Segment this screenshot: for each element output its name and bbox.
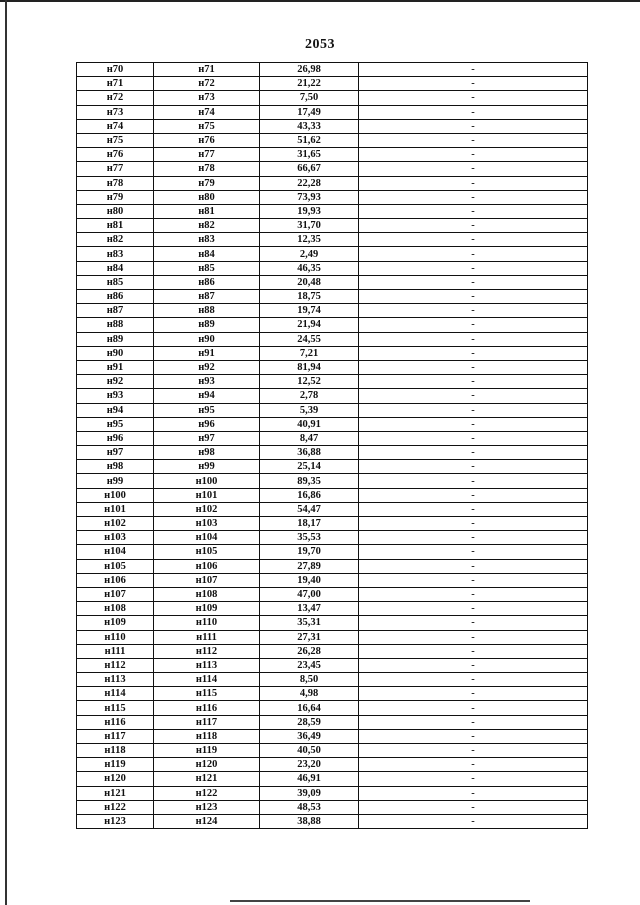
distance-cell: 8,50	[260, 673, 359, 687]
table-row	[77, 531, 588, 545]
distance-cell: 5,39	[260, 403, 359, 417]
to-point-cell: н101	[154, 488, 260, 502]
distance-cell: 4,98	[260, 687, 359, 701]
to-point-cell: н121	[154, 772, 260, 786]
to-point-cell: н94	[154, 389, 260, 403]
to-point-cell: н107	[154, 573, 260, 587]
distance-cell: 39,09	[260, 786, 359, 800]
from-point-cell: н71	[77, 77, 154, 91]
note-cell: -	[359, 431, 588, 445]
from-point-cell: н107	[77, 587, 154, 601]
distance-cell: 36,88	[260, 446, 359, 460]
to-point-cell: н112	[154, 644, 260, 658]
table-row	[77, 375, 588, 389]
note-cell: -	[359, 190, 588, 204]
note-cell: -	[359, 290, 588, 304]
to-point-cell: н81	[154, 204, 260, 218]
from-point-cell: н111	[77, 644, 154, 658]
from-point-cell: н103	[77, 531, 154, 545]
table-row	[77, 304, 588, 318]
from-point-cell: н92	[77, 375, 154, 389]
table-row	[77, 261, 588, 275]
distance-cell: 35,31	[260, 616, 359, 630]
distance-cell: 40,91	[260, 417, 359, 431]
note-cell: -	[359, 261, 588, 275]
distance-cell: 26,28	[260, 644, 359, 658]
from-point-cell: н89	[77, 332, 154, 346]
to-point-cell: н97	[154, 431, 260, 445]
from-point-cell: н93	[77, 389, 154, 403]
note-cell: -	[359, 474, 588, 488]
from-point-cell: н117	[77, 729, 154, 743]
from-point-cell: н118	[77, 744, 154, 758]
note-cell: -	[359, 744, 588, 758]
to-point-cell: н89	[154, 318, 260, 332]
from-point-cell: н84	[77, 261, 154, 275]
note-cell: -	[359, 673, 588, 687]
table-row	[77, 332, 588, 346]
to-point-cell: н90	[154, 332, 260, 346]
distance-cell: 13,47	[260, 602, 359, 616]
table-row	[77, 517, 588, 531]
to-point-cell: н109	[154, 602, 260, 616]
from-point-cell: н120	[77, 772, 154, 786]
distance-cell: 46,35	[260, 261, 359, 275]
to-point-cell: н82	[154, 219, 260, 233]
distance-cell: 46,91	[260, 772, 359, 786]
to-point-cell: н120	[154, 758, 260, 772]
table-row	[77, 800, 588, 814]
table-row	[77, 360, 588, 374]
to-point-cell: н106	[154, 559, 260, 573]
table-row	[77, 91, 588, 105]
from-point-cell: н76	[77, 148, 154, 162]
distance-cell: 21,94	[260, 318, 359, 332]
note-cell: -	[359, 375, 588, 389]
note-cell: -	[359, 517, 588, 531]
to-point-cell: н117	[154, 715, 260, 729]
from-point-cell: н90	[77, 346, 154, 360]
note-cell: -	[359, 105, 588, 119]
from-point-cell: н102	[77, 517, 154, 531]
note-cell: -	[359, 630, 588, 644]
table-row	[77, 219, 588, 233]
table-row	[77, 346, 588, 360]
to-point-cell: н99	[154, 460, 260, 474]
distance-cell: 17,49	[260, 105, 359, 119]
from-point-cell: н119	[77, 758, 154, 772]
note-cell: -	[359, 616, 588, 630]
table-row	[77, 318, 588, 332]
scan-border-top	[0, 0, 640, 2]
table-row	[77, 77, 588, 91]
distance-cell: 35,53	[260, 531, 359, 545]
distance-cell: 47,00	[260, 587, 359, 601]
distance-cell: 16,86	[260, 488, 359, 502]
distance-cell: 66,67	[260, 162, 359, 176]
from-point-cell: н123	[77, 814, 154, 828]
from-point-cell: н97	[77, 446, 154, 460]
note-cell: -	[359, 644, 588, 658]
note-cell: -	[359, 559, 588, 573]
table-row	[77, 119, 588, 133]
table-row	[77, 786, 588, 800]
note-cell: -	[359, 162, 588, 176]
table-row	[77, 275, 588, 289]
to-point-cell: н118	[154, 729, 260, 743]
from-point-cell: н105	[77, 559, 154, 573]
table-row	[77, 644, 588, 658]
from-point-cell: н104	[77, 545, 154, 559]
to-point-cell: н87	[154, 290, 260, 304]
note-cell: -	[359, 545, 588, 559]
to-point-cell: н71	[154, 63, 260, 77]
to-point-cell: н96	[154, 417, 260, 431]
table-row	[77, 290, 588, 304]
table-row	[77, 814, 588, 828]
to-point-cell: н103	[154, 517, 260, 531]
to-point-cell: н123	[154, 800, 260, 814]
to-point-cell: н85	[154, 261, 260, 275]
to-point-cell: н100	[154, 474, 260, 488]
from-point-cell: н121	[77, 786, 154, 800]
note-cell: -	[359, 148, 588, 162]
table-row	[77, 204, 588, 218]
to-point-cell: н80	[154, 190, 260, 204]
note-cell: -	[359, 332, 588, 346]
note-cell: -	[359, 729, 588, 743]
to-point-cell: н98	[154, 446, 260, 460]
to-point-cell: н88	[154, 304, 260, 318]
from-point-cell: н106	[77, 573, 154, 587]
from-point-cell: н96	[77, 431, 154, 445]
table-row	[77, 502, 588, 516]
distance-cell: 18,75	[260, 290, 359, 304]
from-point-cell: н112	[77, 658, 154, 672]
note-cell: -	[359, 204, 588, 218]
note-cell: -	[359, 77, 588, 91]
from-point-cell: н94	[77, 403, 154, 417]
from-point-cell: н100	[77, 488, 154, 502]
from-point-cell: н86	[77, 290, 154, 304]
distance-cell: 19,70	[260, 545, 359, 559]
scan-border-bottom	[230, 900, 530, 902]
table-row	[77, 247, 588, 261]
to-point-cell: н124	[154, 814, 260, 828]
note-cell: -	[359, 176, 588, 190]
table-row	[77, 673, 588, 687]
from-point-cell: н113	[77, 673, 154, 687]
from-point-cell: н77	[77, 162, 154, 176]
to-point-cell: н114	[154, 673, 260, 687]
table-row	[77, 389, 588, 403]
table-row	[77, 616, 588, 630]
to-point-cell: н73	[154, 91, 260, 105]
note-cell: -	[359, 446, 588, 460]
to-point-cell: н72	[154, 77, 260, 91]
table-row	[77, 758, 588, 772]
note-cell: -	[359, 814, 588, 828]
to-point-cell: н86	[154, 275, 260, 289]
to-point-cell: н113	[154, 658, 260, 672]
table-row	[77, 488, 588, 502]
distance-cell: 38,88	[260, 814, 359, 828]
distance-cell: 40,50	[260, 744, 359, 758]
from-point-cell: н116	[77, 715, 154, 729]
to-point-cell: н79	[154, 176, 260, 190]
distance-cell: 19,40	[260, 573, 359, 587]
note-cell: -	[359, 304, 588, 318]
table-row	[77, 715, 588, 729]
to-point-cell: н77	[154, 148, 260, 162]
to-point-cell: н84	[154, 247, 260, 261]
distance-cell: 20,48	[260, 275, 359, 289]
note-cell: -	[359, 318, 588, 332]
note-cell: -	[359, 389, 588, 403]
distance-cell: 23,45	[260, 658, 359, 672]
distance-cell: 81,94	[260, 360, 359, 374]
to-point-cell: н111	[154, 630, 260, 644]
to-point-cell: н115	[154, 687, 260, 701]
distance-cell: 7,21	[260, 346, 359, 360]
note-cell: -	[359, 460, 588, 474]
to-point-cell: н75	[154, 119, 260, 133]
to-point-cell: н122	[154, 786, 260, 800]
table-row	[77, 587, 588, 601]
to-point-cell: н76	[154, 133, 260, 147]
distance-cell: 31,70	[260, 219, 359, 233]
to-point-cell: н74	[154, 105, 260, 119]
from-point-cell: н83	[77, 247, 154, 261]
table-row	[77, 417, 588, 431]
to-point-cell: н104	[154, 531, 260, 545]
scan-border-left	[5, 0, 7, 905]
distance-cell: 16,64	[260, 701, 359, 715]
note-cell: -	[359, 772, 588, 786]
note-cell: -	[359, 91, 588, 105]
to-point-cell: н95	[154, 403, 260, 417]
note-cell: -	[359, 275, 588, 289]
distance-cell: 12,52	[260, 375, 359, 389]
note-cell: -	[359, 800, 588, 814]
table-row	[77, 474, 588, 488]
distance-cell: 24,55	[260, 332, 359, 346]
boundary-points-table	[76, 62, 588, 829]
table-row	[77, 573, 588, 587]
note-cell: -	[359, 687, 588, 701]
distance-cell: 48,53	[260, 800, 359, 814]
from-point-cell: н80	[77, 204, 154, 218]
distance-cell: 21,22	[260, 77, 359, 91]
from-point-cell: н110	[77, 630, 154, 644]
note-cell: -	[359, 573, 588, 587]
distance-cell: 25,14	[260, 460, 359, 474]
from-point-cell: н91	[77, 360, 154, 374]
from-point-cell: н79	[77, 190, 154, 204]
table-row	[77, 602, 588, 616]
from-point-cell: н95	[77, 417, 154, 431]
table-row	[77, 233, 588, 247]
table-row	[77, 630, 588, 644]
table-row	[77, 190, 588, 204]
note-cell: -	[359, 488, 588, 502]
from-point-cell: н74	[77, 119, 154, 133]
distance-cell: 27,31	[260, 630, 359, 644]
table-body	[77, 63, 588, 829]
table-row	[77, 687, 588, 701]
to-point-cell: н78	[154, 162, 260, 176]
note-cell: -	[359, 758, 588, 772]
distance-cell: 2,78	[260, 389, 359, 403]
note-cell: -	[359, 360, 588, 374]
note-cell: -	[359, 119, 588, 133]
to-point-cell: н108	[154, 587, 260, 601]
note-cell: -	[359, 786, 588, 800]
note-cell: -	[359, 346, 588, 360]
table-row	[77, 105, 588, 119]
distance-cell: 22,28	[260, 176, 359, 190]
from-point-cell: н73	[77, 105, 154, 119]
from-point-cell: н88	[77, 318, 154, 332]
table-row	[77, 162, 588, 176]
distance-cell: 36,49	[260, 729, 359, 743]
page-number: 2053	[305, 37, 335, 52]
note-cell: -	[359, 63, 588, 77]
from-point-cell: н114	[77, 687, 154, 701]
to-point-cell: н110	[154, 616, 260, 630]
note-cell: -	[359, 701, 588, 715]
to-point-cell: н83	[154, 233, 260, 247]
table-row	[77, 559, 588, 573]
distance-cell: 7,50	[260, 91, 359, 105]
table-row	[77, 545, 588, 559]
to-point-cell: н102	[154, 502, 260, 516]
note-cell: -	[359, 602, 588, 616]
table-row	[77, 63, 588, 77]
table-row	[77, 446, 588, 460]
from-point-cell: н70	[77, 63, 154, 77]
note-cell: -	[359, 133, 588, 147]
from-point-cell: н75	[77, 133, 154, 147]
from-point-cell: н99	[77, 474, 154, 488]
table-row	[77, 176, 588, 190]
note-cell: -	[359, 502, 588, 516]
distance-cell: 26,98	[260, 63, 359, 77]
table-row	[77, 460, 588, 474]
distance-cell: 51,62	[260, 133, 359, 147]
from-point-cell: н122	[77, 800, 154, 814]
distance-cell: 73,93	[260, 190, 359, 204]
distance-cell: 12,35	[260, 233, 359, 247]
distance-cell: 2,49	[260, 247, 359, 261]
to-point-cell: н92	[154, 360, 260, 374]
to-point-cell: н119	[154, 744, 260, 758]
distance-cell: 43,33	[260, 119, 359, 133]
note-cell: -	[359, 219, 588, 233]
distance-cell: 8,47	[260, 431, 359, 445]
distance-cell: 23,20	[260, 758, 359, 772]
table-row	[77, 403, 588, 417]
note-cell: -	[359, 417, 588, 431]
from-point-cell: н82	[77, 233, 154, 247]
to-point-cell: н93	[154, 375, 260, 389]
table-row	[77, 133, 588, 147]
note-cell: -	[359, 403, 588, 417]
distance-cell: 89,35	[260, 474, 359, 488]
to-point-cell: н105	[154, 545, 260, 559]
table-row	[77, 431, 588, 445]
to-point-cell: н91	[154, 346, 260, 360]
note-cell: -	[359, 531, 588, 545]
from-point-cell: н87	[77, 304, 154, 318]
distance-cell: 31,65	[260, 148, 359, 162]
table-row	[77, 701, 588, 715]
table-row	[77, 658, 588, 672]
note-cell: -	[359, 247, 588, 261]
from-point-cell: н108	[77, 602, 154, 616]
from-point-cell: н85	[77, 275, 154, 289]
from-point-cell: н101	[77, 502, 154, 516]
from-point-cell: н81	[77, 219, 154, 233]
note-cell: -	[359, 715, 588, 729]
distance-cell: 18,17	[260, 517, 359, 531]
table-row	[77, 772, 588, 786]
to-point-cell: н116	[154, 701, 260, 715]
distance-cell: 28,59	[260, 715, 359, 729]
table-row	[77, 148, 588, 162]
from-point-cell: н98	[77, 460, 154, 474]
distance-cell: 27,89	[260, 559, 359, 573]
note-cell: -	[359, 587, 588, 601]
table-row	[77, 729, 588, 743]
distance-cell: 54,47	[260, 502, 359, 516]
from-point-cell: н78	[77, 176, 154, 190]
from-point-cell: н115	[77, 701, 154, 715]
note-cell: -	[359, 658, 588, 672]
note-cell: -	[359, 233, 588, 247]
distance-cell: 19,93	[260, 204, 359, 218]
distance-cell: 19,74	[260, 304, 359, 318]
from-point-cell: н109	[77, 616, 154, 630]
from-point-cell: н72	[77, 91, 154, 105]
table-row	[77, 744, 588, 758]
